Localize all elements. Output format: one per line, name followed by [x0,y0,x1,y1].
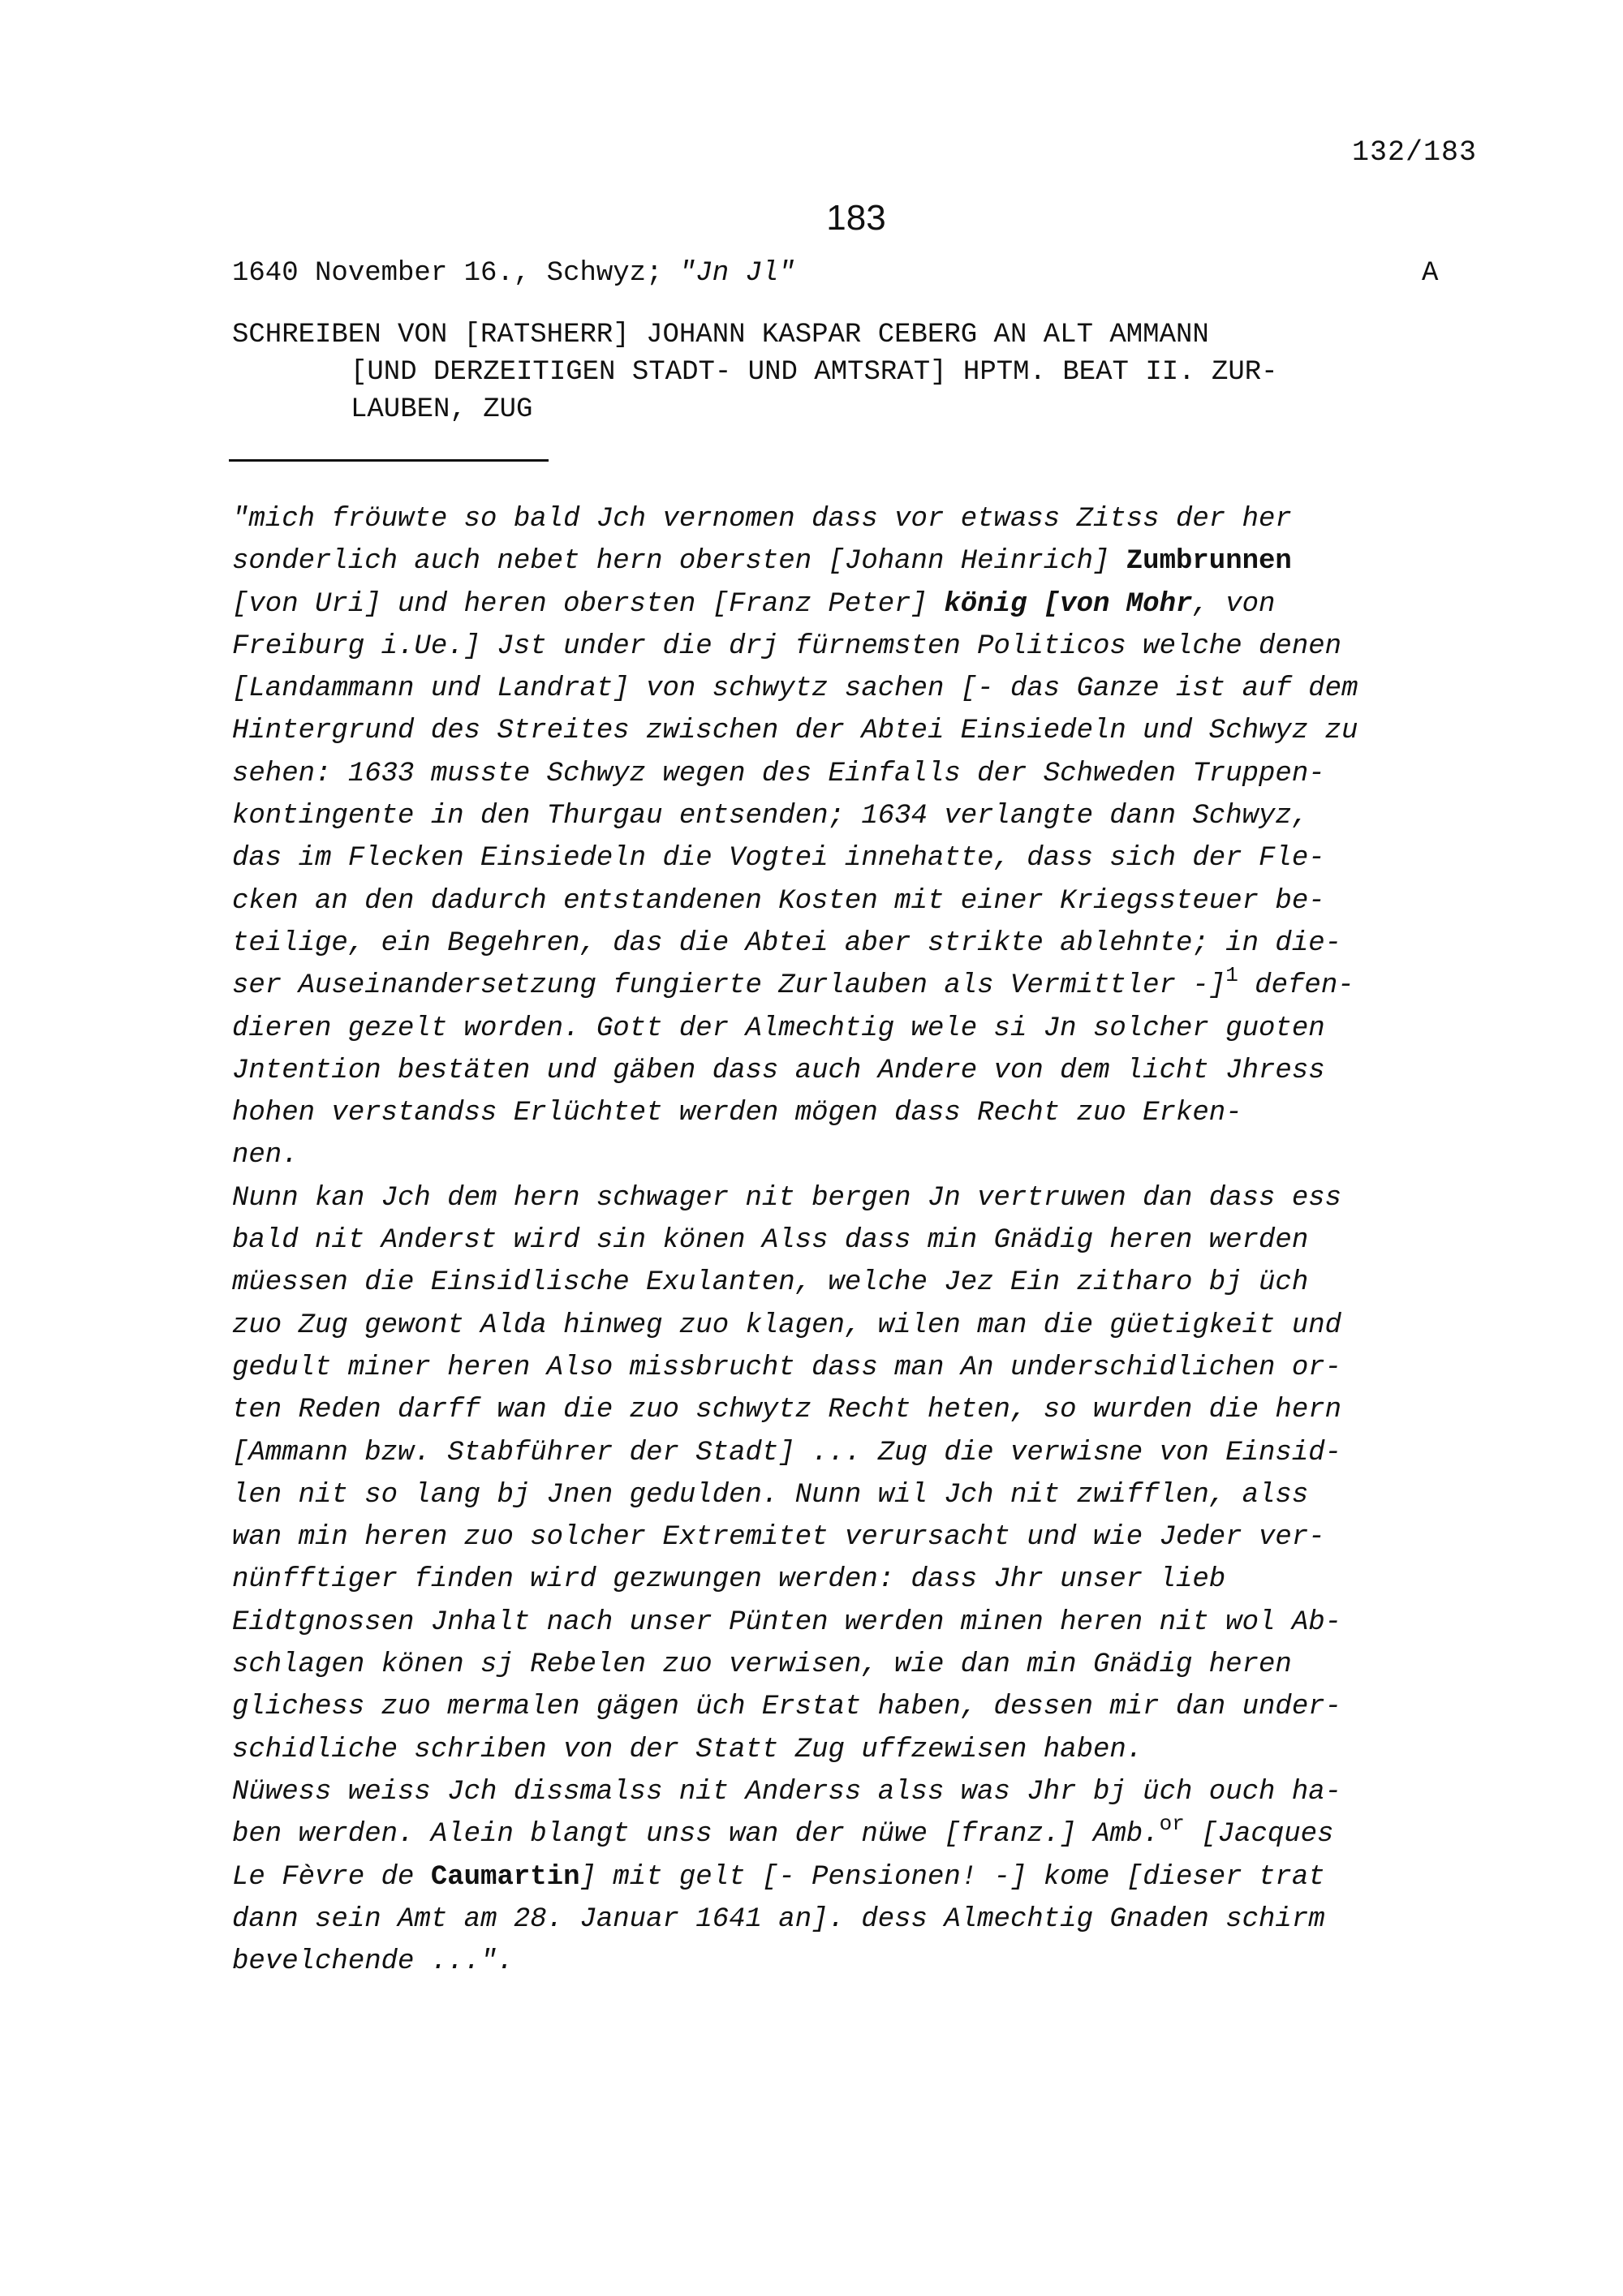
body-text: sonderlich auch nebet hern obersten [Johann Heinrich] [232,546,1126,578]
body-line: Eidtgnossen Jnhalt nach unser Pünten werden minen heren nit wol Ab- [232,1606,1342,1638]
body-line: sehen: 1633 musste Schwyz wegen des Einfalls der Schweden Truppen- [232,758,1325,789]
body-line: Nüwess weiss Jch dissmalss nit Anderss alss was Jhr bj üch ouch ha- [232,1776,1342,1808]
body-text: Le Fèvre de [232,1861,431,1893]
body-text: , von [1192,588,1276,620]
body-text: [von Uri] und heren obersten [Franz Peter] [232,588,945,620]
body-line: [Landammann und Landrat] von schwytz sachen [- das Ganze ist auf dem [232,673,1358,705]
body-line: cken an den dadurch entstandenen Kosten mit einer Kriegssteuer be- [232,885,1325,917]
body-line: glichess zuo mermalen gägen üch Erstat haben, dessen mir dan under- [232,1692,1342,1723]
body-line: [Ammann bzw. Stabführer der Stadt] ... Zug die verwisne von Einsid- [232,1437,1342,1468]
person-name-zumbrunnen: Zumbrunnen [1126,546,1292,578]
superscript-or: or [1159,1812,1185,1837]
person-name-caumartin: Caumartin [430,1861,580,1893]
body-line: dieren gezelt worden. Gott der Almechtig wele si Jn solcher guoten [232,1013,1325,1044]
body-line: Freiburg i.Ue.] Jst under die drj fürnemsten Politicos welche denen [232,630,1342,662]
body-line: len nit so lang bj Jnen gedulden. Nunn wil Jch nit zwifflen, alss [232,1479,1309,1511]
body-text: defen- [1238,970,1354,1002]
body-line: nünfftiger finden wird gezwungen werden: dass Jhr unser lieb [232,1564,1226,1596]
body-text: ser Auseinandersetzung fungierte Zurlauben als Vermittler -] [232,970,1226,1002]
body-line: Hintergrund des Streites zwischen der Abtei Einsiedeln und Schwyz zu [232,716,1358,747]
body-line: Nunn kan Jch dem hern schwager nit bergen Jn vertruwen dan dass ess [232,1182,1342,1214]
document-number: 183 [826,198,886,238]
body-line: teilige, ein Begehren, das die Abtei aber strikte ablehnte; in die- [232,927,1342,959]
date-line [232,258,795,289]
document-heading [232,316,1278,428]
heading-rule [229,459,549,462]
body-line: "mich fröuwte so bald Jch vernomen dass vor etwass Zitss der her [232,504,1292,535]
body-line [232,583,1563,626]
body-line [232,540,1563,583]
body-text: ben werden. Alein blangt unss wan der nüwe [franz.] Amb. [232,1819,1160,1851]
body-line: hohen verstandss Erlüchtet werden mögen dass Recht zuo Erken- [232,1098,1242,1129]
body-line: Jntention bestäten und gäben dass auch Andere von dem licht Jhress [232,1055,1325,1086]
heading-line-1: SCHREIBEN VON [RATSHERR] JOHANN KASPAR CEBERG AN ALT AMMANN [232,320,1209,350]
body-line [232,1856,1563,1898]
body-line: gedult miner heren Also missbrucht dass man An underschidlichen or- [232,1352,1342,1383]
date-quote: "Jn Jl" [678,258,795,289]
date-place: 1640 November 16., Schwyz; [232,258,679,289]
body-line: das im Flecken Einsiedeln die Vogtei innehatte, dass sich der Fle- [232,843,1325,875]
body-line: bevelchende ...". [232,1946,514,1978]
body-line: schidliche schriben von der Statt Zug uffzewisen haben. [232,1734,1143,1765]
page-reference: 132/183 [1351,136,1477,169]
letter-body [232,498,1563,1983]
body-line: nen. [232,1140,299,1172]
body-line: ten Reden darff wan die zuo schwytz Recht heten, so wurden die hern [232,1395,1342,1426]
body-line: dann sein Amt am 28. Januar 1641 an]. dess Almechtig Gnaden schirm [232,1903,1325,1935]
body-line: kontingente in den Thurgau entsenden; 1634 verlangte dann Schwyz, [232,801,1309,832]
body-line: bald nit Anderst wird sin könen Alss dass min Gnädig heren werden [232,1225,1309,1257]
body-line: müessen die Einsidlische Exulanten, welche Jez Ein zitharo bj üch [232,1267,1309,1299]
footnote-marker: 1 [1225,963,1238,988]
body-line [232,965,1563,1007]
body-text: ] mit gelt [- Pensionen! -] kome [dieser trat [579,1861,1325,1893]
body-text: [Jacques [1184,1819,1334,1851]
document-letter: A [1422,258,1439,289]
body-line: schlagen könen sj Rebelen zuo verwisen, wie dan min Gnädig heren [232,1649,1292,1681]
heading-line-3: LAUBEN, ZUG [351,394,533,425]
person-name-koenig: könig [von Mohr [944,588,1193,620]
body-line: wan min heren zuo solcher Extremitet verursacht und wie Jeder ver- [232,1522,1325,1554]
body-line [232,1813,1563,1855]
body-line: zuo Zug gewont Alda hinweg zuo klagen, wilen man die güetigkeit und [232,1309,1342,1341]
heading-line-2: [UND DERZEITIGEN STADT- UND AMTSRAT] HPTM. BEAT II. ZUR- [351,357,1278,388]
